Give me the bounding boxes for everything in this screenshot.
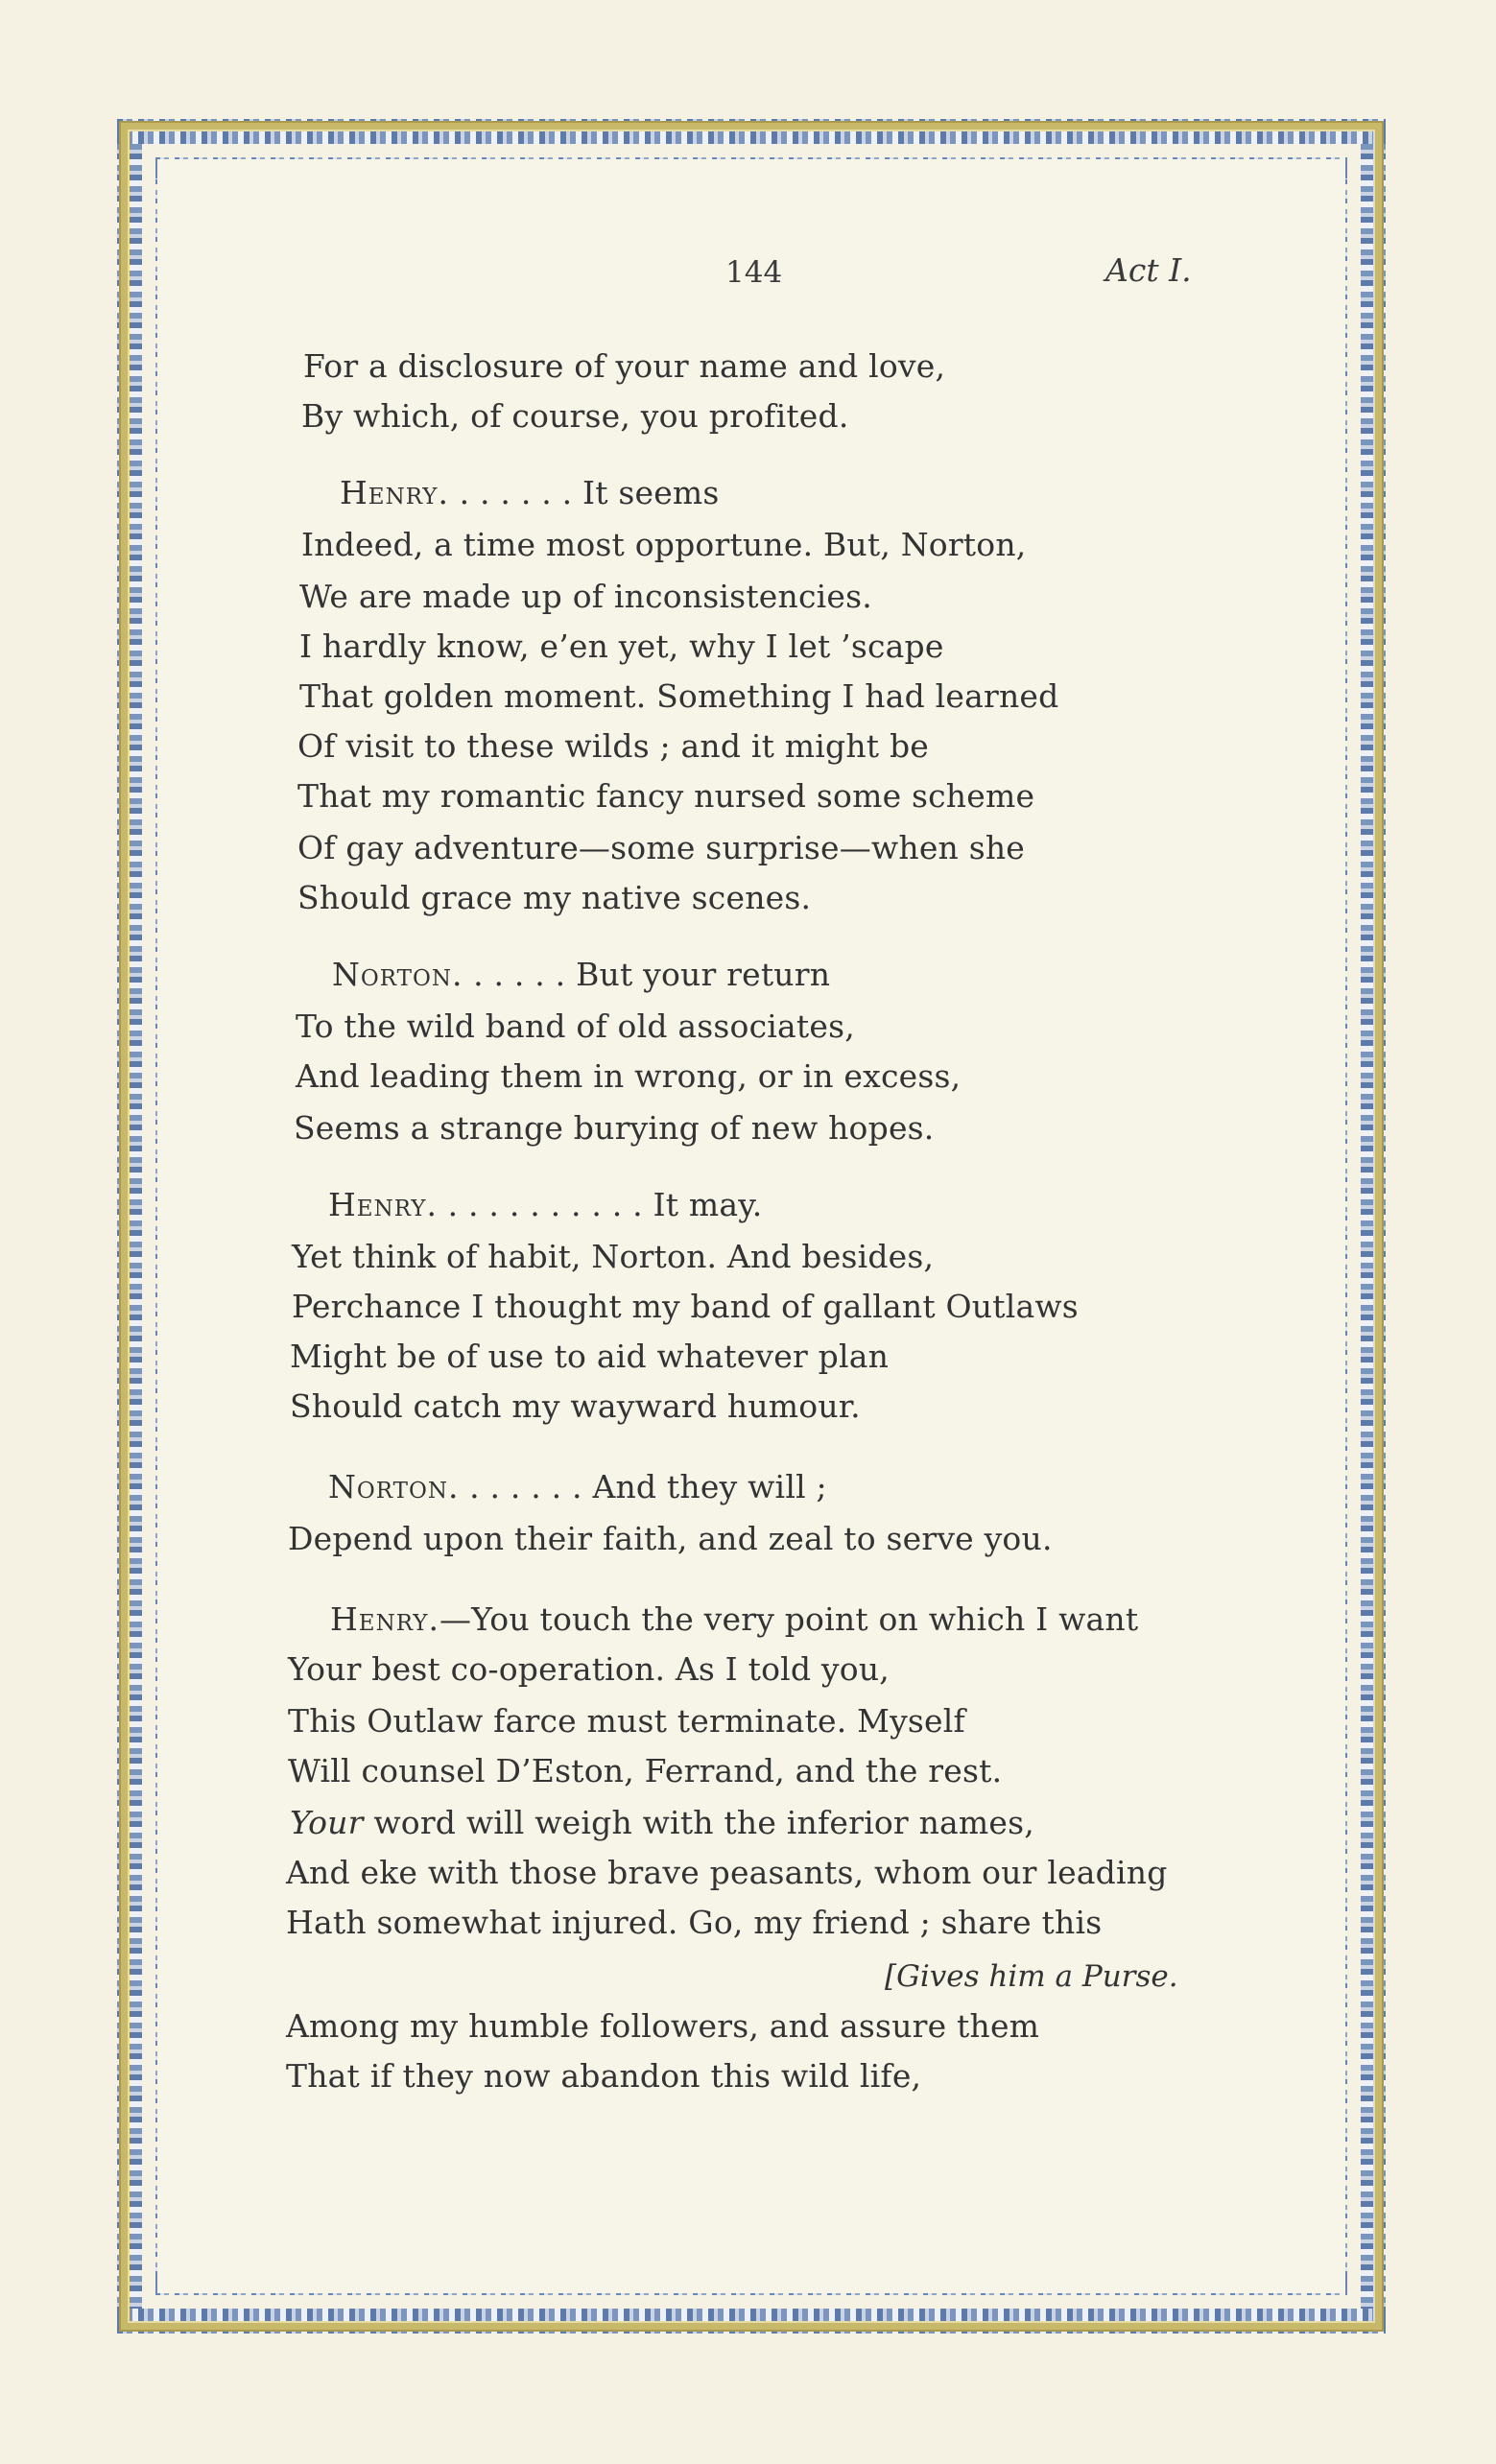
verse-line: Should grace my native scenes. [297,879,812,916]
verse-line: For a disclosure of your name and love, [303,347,946,385]
speech-text: And they will ; [592,1468,827,1505]
act-label: Act I. [1105,251,1192,289]
verse-line: And eke with those brave peasants, whom our leading [286,1854,1168,1891]
verse-line: Perchance I thought my band of gallant Outlaws [292,1288,1079,1325]
verse-line: Your best co-operation. As I told you, [288,1650,890,1688]
speaker-name: Norton. [328,1468,460,1505]
speaker-name: Henry. [328,1186,438,1223]
verse-line: That if they now abandon this wild life, [286,2057,922,2095]
speech-text: —You touch the very point on which I want [439,1600,1139,1638]
verse-line: That my romantic fancy nursed some scheme [297,777,1035,815]
verse-line: Of gay adventure—some surprise—when she [297,829,1026,866]
verse-line: To the wild band of old associates, [296,1007,855,1045]
verse-text: word will weigh with the inferior names, [363,1804,1034,1841]
speech-text: But your return [576,956,831,993]
verse-line: Hath somewhat injured. Go, my friend ; share this [286,1904,1103,1941]
page-header [0,251,1496,299]
speech-text: It seems [582,474,720,511]
verse-line: I hardly know, e’en yet, why I let ’scape [299,628,944,665]
speech-heading [340,474,720,511]
verse-line: By which, of course, you profited. [301,397,849,435]
verse-line: Should catch my wayward humour. [290,1387,861,1425]
stage-direction: [Gives him a Purse. [885,1959,1178,1994]
verse-line: Seems a strange burying of new hopes. [294,1109,935,1147]
speech-heading [328,1468,827,1505]
emphasized-word: Your [290,1804,364,1841]
leader-dots: . . . . . . [448,474,582,511]
leader-dots: . . . . . . [459,1468,593,1505]
page-number: 144 [725,255,783,290]
verse-line [290,1804,1034,1841]
verse-line: We are made up of inconsistencies. [299,578,872,615]
speaker-name: Henry. [330,1600,439,1638]
verse-line: Will counsel D’Eston, Ferrand, and the rest. [288,1752,1003,1789]
speaker-name: Henry. [340,474,449,511]
leader-dots: . . . . . [463,956,577,993]
verse-line: Depend upon their faith, and zeal to serve you. [288,1520,1053,1557]
leader-dots: . . . . . . . . . . [437,1186,653,1223]
speech-heading [330,1600,1138,1638]
verse-line: And leading them in wrong, or in excess, [296,1057,962,1095]
verse-line: Among my humble followers, and assure them [286,2007,1040,2045]
verse-line: This Outlaw farce must terminate. Myself [288,1702,965,1740]
verse-line: Might be of use to aid whatever plan [290,1338,890,1375]
speech-heading [332,956,830,993]
speaker-name: Norton. [332,956,463,993]
verse-line: Of visit to these wilds ; and it might be [297,727,930,765]
speech-heading [328,1186,762,1223]
verse-line: That golden moment. Something I had learned [299,677,1059,715]
speech-text: It may. [653,1186,763,1223]
verse-line: Indeed, a time most opportune. But, Norton, [301,526,1027,563]
verse-line: Yet think of habit, Norton. And besides, [292,1238,935,1275]
